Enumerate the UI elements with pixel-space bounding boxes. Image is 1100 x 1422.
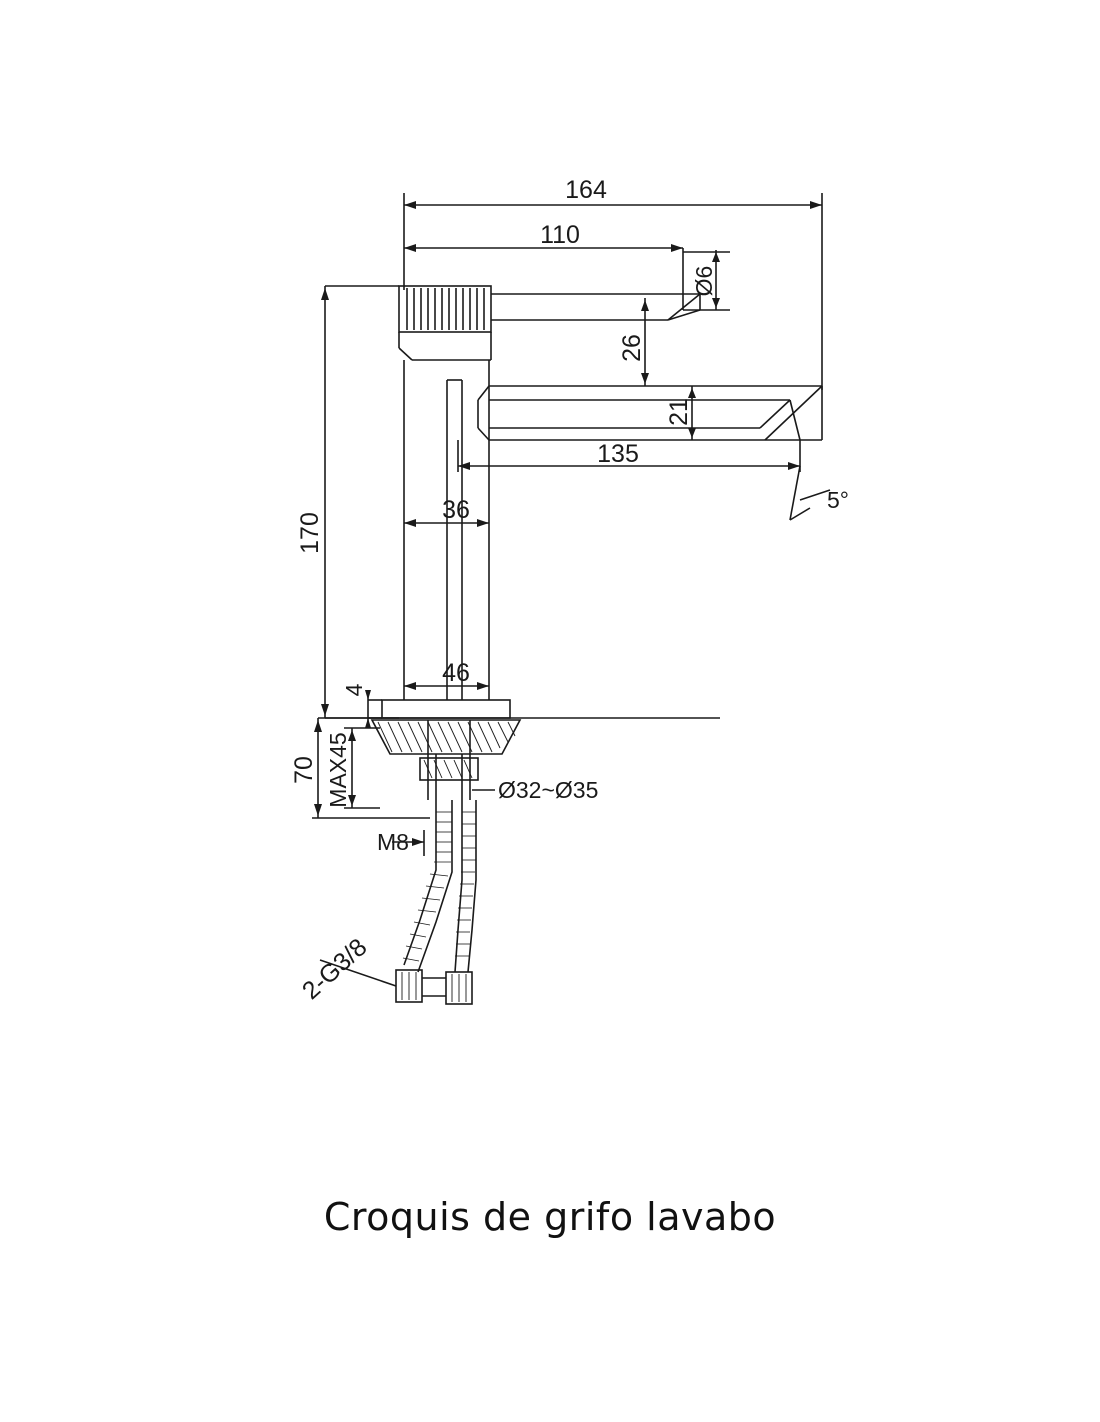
- dim-m8: M8: [377, 829, 409, 855]
- dim-26: 26: [618, 334, 646, 362]
- dim-4: 4: [341, 683, 367, 697]
- dim-110: 110: [540, 221, 580, 249]
- dim-135: 135: [597, 440, 639, 468]
- dim-5-degrees: 5°: [827, 487, 849, 513]
- dim-170: 170: [296, 512, 324, 554]
- dim-70: 70: [290, 756, 318, 784]
- dim-hole-diameter: Ø32~Ø35: [498, 777, 599, 803]
- dim-36: 36: [442, 496, 470, 524]
- dim-hose-connection: 2-G3/8: [296, 933, 373, 1006]
- dim-46: 46: [442, 659, 470, 687]
- dim-164: 164: [565, 176, 607, 204]
- dim-max45: MAX45: [325, 732, 351, 808]
- dim-21: 21: [665, 398, 693, 426]
- dim-aerator-diameter: Ø6: [691, 265, 717, 297]
- page-caption: Croquis de grifo lavabo: [323, 1195, 777, 1239]
